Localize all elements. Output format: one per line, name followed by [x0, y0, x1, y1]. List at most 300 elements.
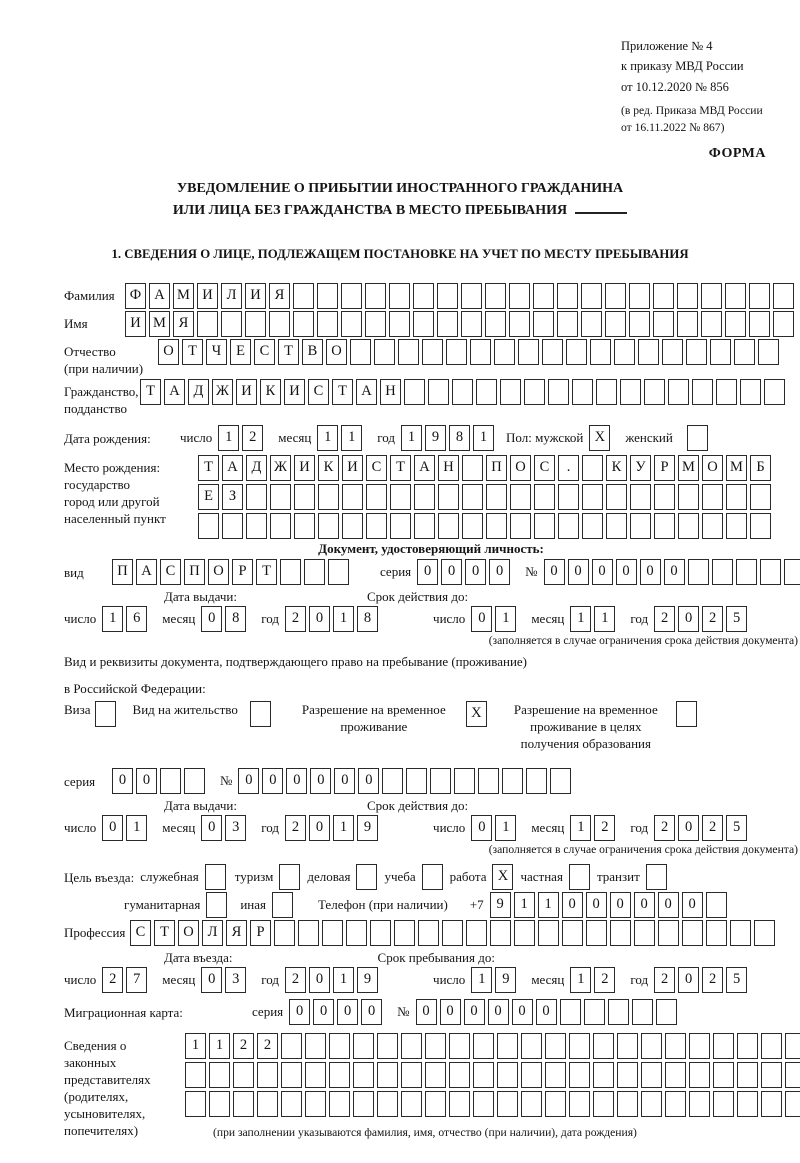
char-box[interactable]: 0 — [416, 999, 437, 1025]
char-box[interactable] — [401, 1062, 422, 1088]
char-box[interactable] — [581, 311, 602, 337]
char-box[interactable] — [533, 311, 554, 337]
char-box[interactable] — [665, 1091, 686, 1117]
char-box[interactable]: Д — [246, 455, 267, 481]
char-box[interactable] — [473, 1033, 494, 1059]
char-box[interactable]: 7 — [126, 967, 147, 993]
residence-permit-checkbox[interactable] — [250, 701, 271, 727]
char-box[interactable]: Н — [438, 455, 459, 481]
char-box[interactable]: Ф — [125, 283, 146, 309]
char-box[interactable]: И — [294, 455, 315, 481]
char-box[interactable] — [630, 484, 651, 510]
char-box[interactable] — [329, 1033, 350, 1059]
char-box[interactable] — [494, 339, 515, 365]
char-box[interactable] — [305, 1091, 326, 1117]
char-box[interactable]: 1 — [333, 606, 354, 632]
purpose-private-checkbox[interactable] — [569, 864, 590, 890]
char-box[interactable]: 8 — [449, 425, 470, 451]
char-box[interactable]: 0 — [309, 967, 330, 993]
char-box[interactable]: 9 — [357, 967, 378, 993]
char-box[interactable]: Л — [202, 920, 223, 946]
char-box[interactable] — [449, 1091, 470, 1117]
char-box[interactable] — [425, 1062, 446, 1088]
char-box[interactable]: 0 — [488, 999, 509, 1025]
char-box[interactable] — [198, 513, 219, 539]
char-box[interactable]: Я — [269, 283, 290, 309]
char-box[interactable]: С — [130, 920, 151, 946]
char-box[interactable]: 0 — [136, 768, 157, 794]
char-box[interactable]: М — [173, 283, 194, 309]
char-box[interactable]: 1 — [341, 425, 362, 451]
char-box[interactable]: Л — [221, 283, 242, 309]
char-box[interactable] — [298, 920, 319, 946]
char-box[interactable] — [737, 1033, 758, 1059]
char-box[interactable] — [317, 311, 338, 337]
char-box[interactable] — [390, 484, 411, 510]
char-box[interactable] — [581, 283, 602, 309]
char-box[interactable] — [394, 920, 415, 946]
char-box[interactable] — [590, 339, 611, 365]
char-box[interactable]: 1 — [495, 606, 516, 632]
char-box[interactable] — [734, 339, 755, 365]
char-box[interactable]: 2 — [654, 967, 675, 993]
char-box[interactable] — [566, 339, 587, 365]
char-box[interactable] — [222, 513, 243, 539]
char-box[interactable] — [716, 379, 737, 405]
char-box[interactable] — [185, 1091, 206, 1117]
visa-checkbox[interactable] — [95, 701, 116, 727]
char-box[interactable]: 0 — [465, 559, 486, 585]
char-box[interactable] — [702, 484, 723, 510]
char-box[interactable]: И — [197, 283, 218, 309]
char-box[interactable] — [582, 455, 603, 481]
char-box[interactable]: 0 — [562, 892, 583, 918]
char-box[interactable]: 0 — [678, 606, 699, 632]
char-box[interactable] — [406, 768, 427, 794]
char-box[interactable] — [257, 1091, 278, 1117]
char-box[interactable] — [509, 283, 530, 309]
char-box[interactable]: У — [630, 455, 651, 481]
char-box[interactable]: . — [558, 455, 579, 481]
char-box[interactable] — [318, 484, 339, 510]
char-box[interactable]: С — [308, 379, 329, 405]
char-box[interactable]: 1 — [185, 1033, 206, 1059]
char-box[interactable] — [558, 513, 579, 539]
char-box[interactable]: 0 — [512, 999, 533, 1025]
char-box[interactable] — [610, 920, 631, 946]
char-box[interactable] — [656, 999, 677, 1025]
char-box[interactable] — [569, 1033, 590, 1059]
char-box[interactable]: К — [606, 455, 627, 481]
char-box[interactable] — [545, 1091, 566, 1117]
char-box[interactable] — [582, 513, 603, 539]
char-box[interactable] — [462, 484, 483, 510]
char-box[interactable]: 0 — [616, 559, 637, 585]
char-box[interactable] — [668, 379, 689, 405]
char-box[interactable] — [740, 379, 761, 405]
char-box[interactable]: 2 — [702, 815, 723, 841]
char-box[interactable]: Ч — [206, 339, 227, 365]
char-box[interactable] — [710, 339, 731, 365]
char-box[interactable]: 2 — [102, 967, 123, 993]
char-box[interactable]: 0 — [471, 606, 492, 632]
char-box[interactable]: С — [534, 455, 555, 481]
char-box[interactable] — [562, 920, 583, 946]
temp-residence-checkbox[interactable]: X — [466, 701, 487, 727]
char-box[interactable]: 0 — [201, 815, 222, 841]
char-box[interactable] — [502, 768, 523, 794]
char-box[interactable]: 0 — [334, 768, 355, 794]
char-box[interactable] — [560, 999, 581, 1025]
purpose-humanitarian-checkbox[interactable] — [206, 892, 227, 918]
char-box[interactable] — [550, 768, 571, 794]
char-box[interactable] — [470, 339, 491, 365]
char-box[interactable]: А — [222, 455, 243, 481]
char-box[interactable]: Т — [256, 559, 277, 585]
char-box[interactable]: Ж — [212, 379, 233, 405]
char-box[interactable] — [689, 1062, 710, 1088]
char-box[interactable] — [377, 1062, 398, 1088]
char-box[interactable] — [678, 484, 699, 510]
char-box[interactable]: 5 — [726, 606, 747, 632]
char-box[interactable]: П — [486, 455, 507, 481]
char-box[interactable] — [452, 379, 473, 405]
char-box[interactable]: 0 — [471, 815, 492, 841]
char-box[interactable] — [514, 920, 535, 946]
char-box[interactable] — [318, 513, 339, 539]
char-box[interactable] — [784, 559, 800, 585]
char-box[interactable] — [389, 283, 410, 309]
char-box[interactable] — [606, 484, 627, 510]
char-box[interactable]: 0 — [678, 815, 699, 841]
char-box[interactable] — [485, 283, 506, 309]
char-box[interactable] — [473, 1091, 494, 1117]
char-box[interactable] — [726, 484, 747, 510]
char-box[interactable] — [329, 1062, 350, 1088]
char-box[interactable]: 2 — [594, 815, 615, 841]
char-box[interactable] — [606, 513, 627, 539]
char-box[interactable] — [197, 311, 218, 337]
char-box[interactable] — [682, 920, 703, 946]
char-box[interactable] — [518, 339, 539, 365]
char-box[interactable]: 0 — [544, 559, 565, 585]
char-box[interactable] — [764, 379, 785, 405]
char-box[interactable]: И — [245, 283, 266, 309]
char-box[interactable] — [586, 920, 607, 946]
char-box[interactable]: 9 — [357, 815, 378, 841]
char-box[interactable] — [486, 513, 507, 539]
char-box[interactable]: 0 — [536, 999, 557, 1025]
char-box[interactable] — [521, 1033, 542, 1059]
char-box[interactable] — [365, 283, 386, 309]
char-box[interactable]: 1 — [538, 892, 559, 918]
char-box[interactable]: М — [149, 311, 170, 337]
char-box[interactable] — [630, 513, 651, 539]
char-box[interactable] — [701, 311, 722, 337]
char-box[interactable]: О — [178, 920, 199, 946]
char-box[interactable] — [185, 1062, 206, 1088]
char-box[interactable] — [761, 1091, 782, 1117]
char-box[interactable]: И — [284, 379, 305, 405]
char-box[interactable] — [389, 311, 410, 337]
char-box[interactable] — [438, 513, 459, 539]
char-box[interactable] — [293, 311, 314, 337]
char-box[interactable]: 0 — [112, 768, 133, 794]
char-box[interactable] — [322, 920, 343, 946]
char-box[interactable] — [425, 1091, 446, 1117]
char-box[interactable]: 0 — [640, 559, 661, 585]
char-box[interactable]: Р — [250, 920, 271, 946]
char-box[interactable] — [401, 1091, 422, 1117]
char-box[interactable] — [485, 311, 506, 337]
char-box[interactable] — [269, 311, 290, 337]
char-box[interactable] — [293, 283, 314, 309]
char-box[interactable] — [462, 455, 483, 481]
char-box[interactable] — [342, 513, 363, 539]
char-box[interactable]: 1 — [471, 967, 492, 993]
char-box[interactable] — [593, 1091, 614, 1117]
char-box[interactable] — [629, 311, 650, 337]
char-box[interactable] — [233, 1091, 254, 1117]
char-box[interactable] — [521, 1062, 542, 1088]
char-box[interactable]: Р — [654, 455, 675, 481]
char-box[interactable] — [677, 283, 698, 309]
char-box[interactable] — [726, 513, 747, 539]
char-box[interactable] — [773, 283, 794, 309]
char-box[interactable] — [294, 513, 315, 539]
char-box[interactable] — [653, 311, 674, 337]
purpose-official-checkbox[interactable] — [205, 864, 226, 890]
char-box[interactable]: А — [149, 283, 170, 309]
char-box[interactable]: А — [414, 455, 435, 481]
sex-male-checkbox[interactable]: X — [589, 425, 610, 451]
char-box[interactable]: Д — [188, 379, 209, 405]
char-box[interactable]: 8 — [357, 606, 378, 632]
char-box[interactable]: О — [158, 339, 179, 365]
purpose-work-checkbox[interactable]: X — [492, 864, 513, 890]
char-box[interactable] — [401, 1033, 422, 1059]
char-box[interactable] — [596, 379, 617, 405]
char-box[interactable]: 0 — [102, 815, 123, 841]
char-box[interactable] — [617, 1062, 638, 1088]
char-box[interactable] — [638, 339, 659, 365]
char-box[interactable]: 2 — [702, 967, 723, 993]
char-box[interactable] — [209, 1062, 230, 1088]
char-box[interactable]: 2 — [654, 815, 675, 841]
char-box[interactable] — [754, 920, 775, 946]
char-box[interactable]: А — [164, 379, 185, 405]
char-box[interactable] — [641, 1062, 662, 1088]
char-box[interactable]: 2 — [257, 1033, 278, 1059]
char-box[interactable] — [730, 920, 751, 946]
char-box[interactable] — [758, 339, 779, 365]
char-box[interactable]: 0 — [489, 559, 510, 585]
char-box[interactable]: О — [510, 455, 531, 481]
char-box[interactable]: 0 — [201, 967, 222, 993]
char-box[interactable]: 2 — [594, 967, 615, 993]
purpose-transit-checkbox[interactable] — [646, 864, 667, 890]
char-box[interactable] — [414, 484, 435, 510]
char-box[interactable] — [398, 339, 419, 365]
char-box[interactable] — [749, 283, 770, 309]
char-box[interactable] — [641, 1033, 662, 1059]
char-box[interactable] — [437, 283, 458, 309]
char-box[interactable]: 0 — [313, 999, 334, 1025]
char-box[interactable] — [688, 559, 709, 585]
char-box[interactable] — [413, 283, 434, 309]
char-box[interactable] — [689, 1033, 710, 1059]
char-box[interactable] — [209, 1091, 230, 1117]
char-box[interactable]: 0 — [309, 606, 330, 632]
char-box[interactable]: 0 — [678, 967, 699, 993]
char-box[interactable]: 0 — [358, 768, 379, 794]
char-box[interactable] — [617, 1091, 638, 1117]
char-box[interactable] — [342, 484, 363, 510]
char-box[interactable]: 5 — [726, 967, 747, 993]
char-box[interactable] — [382, 768, 403, 794]
char-box[interactable] — [692, 379, 713, 405]
char-box[interactable]: Т — [140, 379, 161, 405]
char-box[interactable] — [461, 311, 482, 337]
char-box[interactable] — [305, 1033, 326, 1059]
char-box[interactable] — [534, 513, 555, 539]
char-box[interactable] — [437, 311, 458, 337]
char-box[interactable] — [653, 283, 674, 309]
char-box[interactable] — [677, 311, 698, 337]
char-box[interactable] — [689, 1091, 710, 1117]
char-box[interactable]: М — [678, 455, 699, 481]
char-box[interactable]: 0 — [289, 999, 310, 1025]
temp-residence-edu-checkbox[interactable] — [676, 701, 697, 727]
char-box[interactable] — [605, 283, 626, 309]
char-box[interactable] — [270, 484, 291, 510]
char-box[interactable] — [221, 311, 242, 337]
char-box[interactable] — [572, 379, 593, 405]
char-box[interactable] — [478, 768, 499, 794]
char-box[interactable] — [374, 339, 395, 365]
char-box[interactable]: 9 — [425, 425, 446, 451]
char-box[interactable] — [329, 1091, 350, 1117]
char-box[interactable] — [706, 920, 727, 946]
char-box[interactable] — [634, 920, 655, 946]
char-box[interactable] — [462, 513, 483, 539]
char-box[interactable]: Б — [750, 455, 771, 481]
char-box[interactable]: С — [366, 455, 387, 481]
char-box[interactable] — [608, 999, 629, 1025]
sex-female-checkbox[interactable] — [687, 425, 708, 451]
char-box[interactable]: 1 — [570, 967, 591, 993]
char-box[interactable] — [749, 311, 770, 337]
char-box[interactable] — [377, 1033, 398, 1059]
char-box[interactable]: О — [702, 455, 723, 481]
char-box[interactable] — [617, 1033, 638, 1059]
char-box[interactable]: 3 — [225, 815, 246, 841]
char-box[interactable]: П — [184, 559, 205, 585]
char-box[interactable] — [557, 311, 578, 337]
char-box[interactable]: 1 — [570, 606, 591, 632]
char-box[interactable] — [737, 1062, 758, 1088]
char-box[interactable] — [542, 339, 563, 365]
char-box[interactable] — [366, 513, 387, 539]
char-box[interactable] — [414, 513, 435, 539]
char-box[interactable] — [281, 1062, 302, 1088]
char-box[interactable] — [430, 768, 451, 794]
char-box[interactable] — [593, 1033, 614, 1059]
char-box[interactable] — [281, 1033, 302, 1059]
purpose-other-checkbox[interactable] — [272, 892, 293, 918]
char-box[interactable] — [428, 379, 449, 405]
char-box[interactable]: О — [326, 339, 347, 365]
char-box[interactable] — [632, 999, 653, 1025]
char-box[interactable]: И — [236, 379, 257, 405]
char-box[interactable]: 1 — [514, 892, 535, 918]
char-box[interactable]: А — [136, 559, 157, 585]
char-box[interactable] — [548, 379, 569, 405]
char-box[interactable] — [545, 1033, 566, 1059]
char-box[interactable] — [500, 379, 521, 405]
char-box[interactable] — [750, 513, 771, 539]
char-box[interactable] — [558, 484, 579, 510]
char-box[interactable] — [366, 484, 387, 510]
char-box[interactable]: 1 — [401, 425, 422, 451]
char-box[interactable]: 0 — [440, 999, 461, 1025]
char-box[interactable] — [584, 999, 605, 1025]
char-box[interactable] — [473, 1062, 494, 1088]
char-box[interactable]: Е — [198, 484, 219, 510]
char-box[interactable] — [534, 484, 555, 510]
char-box[interactable] — [725, 311, 746, 337]
char-box[interactable] — [245, 311, 266, 337]
char-box[interactable] — [466, 920, 487, 946]
char-box[interactable] — [341, 283, 362, 309]
char-box[interactable]: Е — [230, 339, 251, 365]
char-box[interactable] — [341, 311, 362, 337]
char-box[interactable]: 3 — [225, 967, 246, 993]
char-box[interactable] — [346, 920, 367, 946]
char-box[interactable]: 9 — [490, 892, 511, 918]
char-box[interactable] — [641, 1091, 662, 1117]
char-box[interactable] — [686, 339, 707, 365]
char-box[interactable] — [521, 1091, 542, 1117]
char-box[interactable] — [160, 768, 181, 794]
char-box[interactable]: 0 — [417, 559, 438, 585]
char-box[interactable]: А — [356, 379, 377, 405]
char-box[interactable]: 1 — [495, 815, 516, 841]
char-box[interactable] — [353, 1033, 374, 1059]
char-box[interactable] — [305, 1062, 326, 1088]
char-box[interactable]: 1 — [102, 606, 123, 632]
char-box[interactable]: 5 — [726, 815, 747, 841]
char-box[interactable] — [233, 1062, 254, 1088]
char-box[interactable]: 1 — [218, 425, 239, 451]
char-box[interactable]: И — [342, 455, 363, 481]
char-box[interactable]: 8 — [225, 606, 246, 632]
char-box[interactable]: И — [125, 311, 146, 337]
char-box[interactable] — [737, 1091, 758, 1117]
char-box[interactable] — [280, 559, 301, 585]
char-box[interactable]: 0 — [337, 999, 358, 1025]
char-box[interactable]: 9 — [495, 967, 516, 993]
char-box[interactable] — [425, 1033, 446, 1059]
char-box[interactable]: 0 — [286, 768, 307, 794]
char-box[interactable] — [706, 892, 727, 918]
char-box[interactable] — [438, 484, 459, 510]
char-box[interactable] — [605, 311, 626, 337]
char-box[interactable] — [654, 513, 675, 539]
char-box[interactable]: 0 — [586, 892, 607, 918]
char-box[interactable] — [761, 1033, 782, 1059]
char-box[interactable] — [446, 339, 467, 365]
